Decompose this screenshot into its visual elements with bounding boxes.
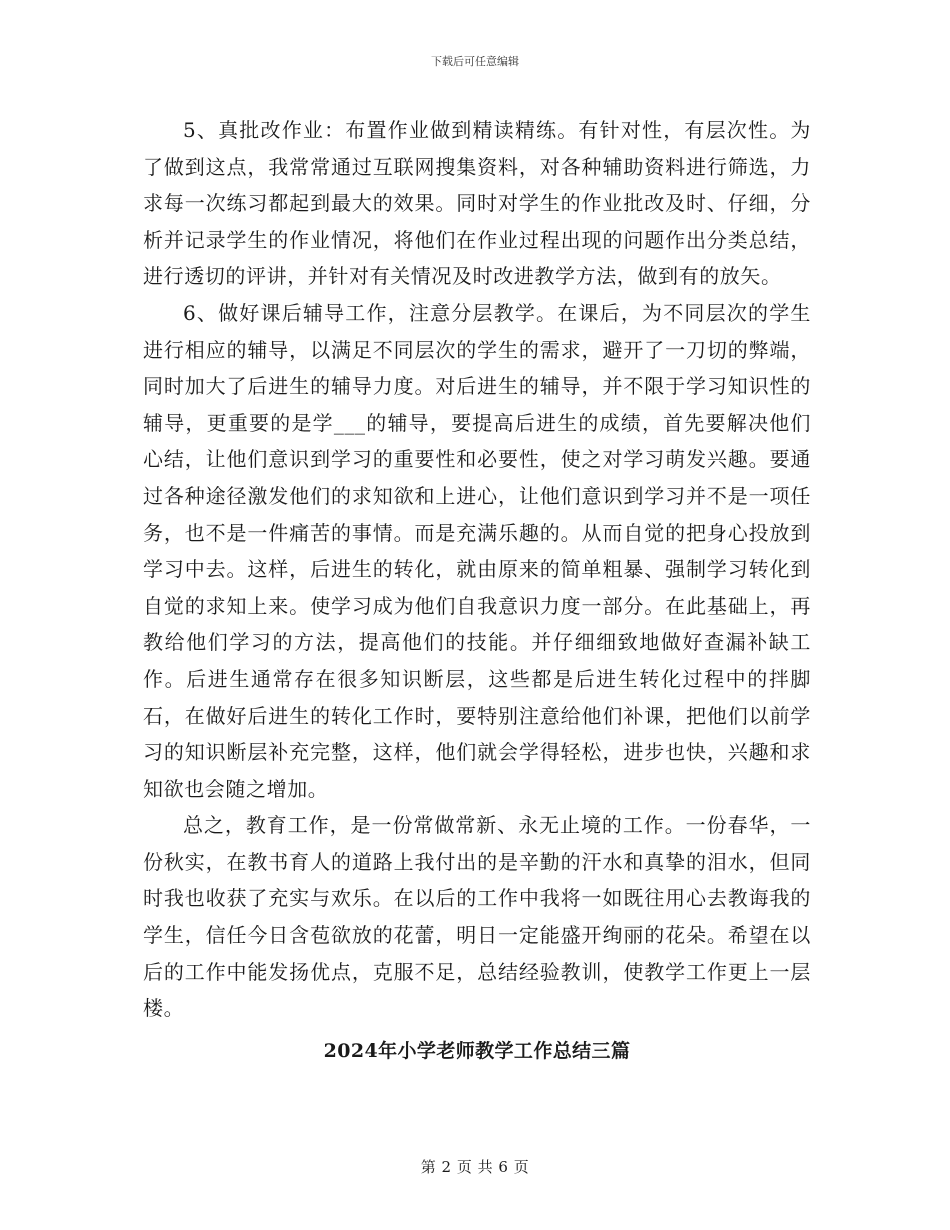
section-title: 2024年小学老师教学工作总结三篇 (323, 1039, 631, 1062)
paragraph-summary: 总之，教育工作，是一份常做常新、永无止境的工作。一份春华，一份秋实，在教书育人的道路上我付出的是辛勤的汗水和真挚的泪水，但同时我也收获了充实与欢乐。在以后的工作中我将一如既往用心去教诲我的学生，信任今日含苞欲放的花蕾，明日一定能盛开绚丽的花朵。希望在以后的工作中能发扬优点，克服不足，总结经验教训，使教学工作更上一层楼。 (143, 813, 811, 1021)
page-header-note: 下载后可任意编辑 (431, 55, 519, 68)
page-number-footer: 第 2 页 共 6 页 (420, 1158, 530, 1176)
paragraph-homework-correction: 5、真批改作业：布置作业做到精读精练。有针对性，有层次性。为了做到这点，我常常通过互联网搜集资料，对各种辅助资料进行筛选，力求每一次练习都起到最大的效果。同时对学生的作业批改及时、仔细，分析并记录学生的作业情况，将他们在作业过程出现的问题作出分类总结，进行透切的评讲，并针对有关情况及时改进教学方法，做到有的放矢。 (143, 118, 811, 289)
document-body (143, 112, 811, 1069)
paragraph-after-class-tutoring: 6、做好课后辅导工作，注意分层教学。在课后，为不同层次的学生进行相应的辅导，以满足不同层次的学生的需求，避开了一刀切的弊端，同时加大了后进生的辅导力度。对后进生的辅导，并不限于学习知识性的辅导，更重要的是学___的辅导，要提高后进生的成绩，首先要解决他们心结，让他们意识到学习的重要性和必要性，使之对学习萌发兴趣。要通过各种途径激发他们的求知欲和上进心，让他们意识到学习并不是一项任务，也不是一件痛苦的事情。而是充满乐趣的。从而自觉的把身心投放到学习中去。这样，后进生的转化，就由原来的简单粗暴、强制学习转化到自觉的求知上来。使学习成为他们自我意识力度一部分。在此基础上，再教给他们学习的方法，提高他们的技能。并仔细细致地做好查漏补缺工作。后进生通常存在很多知识断层，这些都是后进生转化过程中的拌脚石，在做好后进生的转化工作时，要特别注意给他们补课，把他们以前学习的知识断层补充完整，这样，他们就会学得轻松，进步也快，兴趣和求知欲也会随之增加。 (143, 300, 811, 801)
